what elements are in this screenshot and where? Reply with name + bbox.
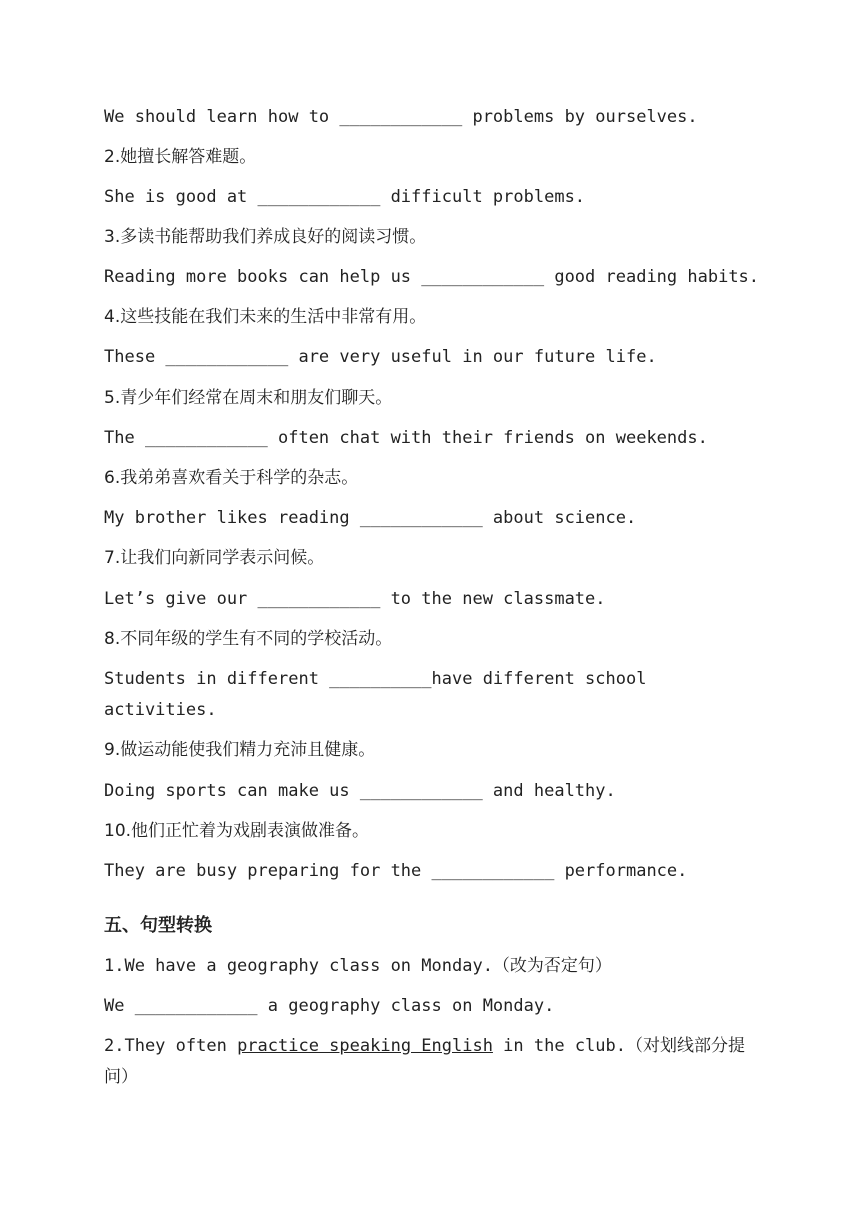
chinese-prompt: 9.做运动能使我们精力充沛且健康。 (104, 740, 376, 760)
chinese-prompt: 3.多读书能帮助我们养成良好的阅读习惯。 (104, 227, 427, 247)
exercise-line: My brother likes reading ____________ about science. (104, 508, 637, 528)
chinese-prompt: 2.她擅长解答难题。 (104, 147, 257, 167)
chinese-prompt: 4.这些技能在我们未来的生活中非常有用。 (104, 307, 427, 327)
question-suffix-text: in the club.（对划线部分提问） (104, 1036, 745, 1087)
transform-answer-1: We ____________ a geography class on Monday. (104, 996, 555, 1016)
chinese-prompt: 6.我弟弟喜欢看关于科学的杂志。 (104, 468, 359, 488)
question-number-text: 2.They often (104, 1036, 238, 1056)
exercise-line: The ____________ often chat with their friends on weekends. (104, 428, 708, 448)
chinese-prompt: 7.让我们向新同学表示问候。 (104, 548, 325, 568)
exercise-line: Reading more books can help us ____________ good reading habits. (104, 267, 760, 287)
section-heading: 五、句型转换 (104, 915, 212, 936)
exercise-line: She is good at ____________ difficult problems. (104, 187, 586, 207)
chinese-prompt: 5.青少年们经常在周末和朋友们聊天。 (104, 388, 393, 408)
exercise-line: Let’s give our ____________ to the new classmate. (104, 589, 606, 609)
exercise-line: These ____________ are very useful in our future life. (104, 347, 657, 367)
transform-question-2 (104, 1031, 750, 1093)
transform-question-1: 1.We have a geography class on Monday.（改为否定句） (104, 956, 612, 976)
chinese-prompt: 8.不同年级的学生有不同的学校活动。 (104, 629, 393, 649)
exercise-line: Students in different __________have different school activities. (104, 669, 657, 720)
underlined-phrase: practice speaking English (237, 1036, 493, 1056)
exercise-line: Doing sports can make us ____________ and healthy. (104, 781, 616, 801)
exercise-line: They are busy preparing for the ____________ performance. (104, 861, 688, 881)
exercise-line: We should learn how to ____________ problems by ourselves. (104, 107, 698, 127)
chinese-prompt: 10.他们正忙着为戏剧表演做准备。 (104, 821, 370, 841)
